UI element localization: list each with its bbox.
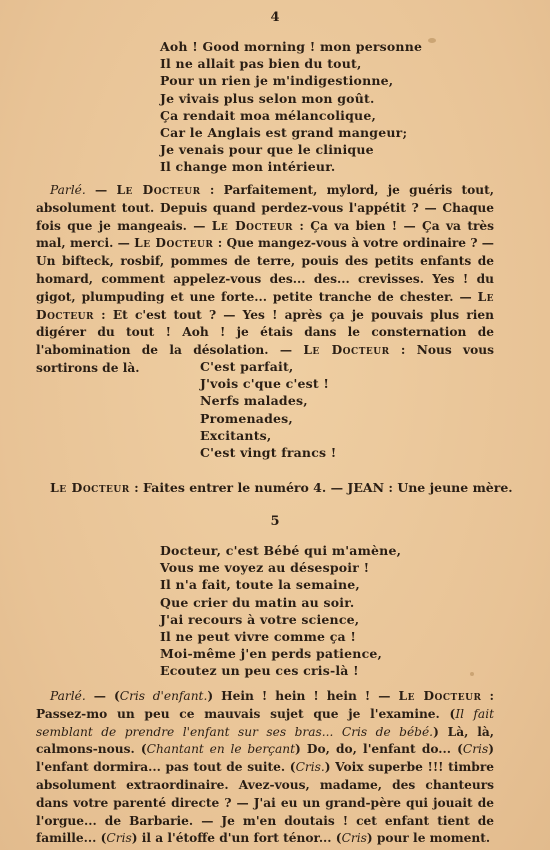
verse-stanza-1 (160, 38, 422, 176)
text-run: — (85, 183, 117, 197)
stage-direction: Cris. (295, 760, 325, 775)
verse-line: Promenades, (200, 410, 293, 426)
verse-line: Il ne allait pas bien du tout, (160, 56, 362, 72)
verse-line: Excitants, (200, 427, 272, 443)
verse-line: Nerfs malades, (200, 393, 308, 409)
paper-stain (428, 38, 436, 43)
verse-line: J'ai recours à votre science, (160, 611, 360, 627)
verse-line: J'vois c'que c'est ! (200, 376, 330, 392)
stage-direction: Cris (462, 742, 489, 757)
verse-stanza-3 (160, 542, 401, 680)
stage-direction: Il fait semblant de prendre l'enfant sur ses bras... Cris de bébé. (36, 706, 494, 739)
verse-line: Il ne peut vivre comme ça ! (160, 629, 357, 645)
text-run: : Passez-mo un peu ce mauvais sujet que je l'examine. ( (36, 689, 494, 721)
stage-direction: Cris d'enfant. (119, 689, 208, 703)
text-run: — ( (85, 689, 120, 703)
verse-line: Je vivais plus selon mon goût. (160, 90, 375, 106)
verse-line: Moi-même j'en perds patience, (160, 646, 383, 662)
spoken-paragraph-2 (36, 688, 494, 848)
verse-line: Aoh ! Good morning ! mon personne (160, 39, 423, 54)
verse-line: Pour un rien je m'indigestionne, (160, 73, 394, 89)
text-run: ) Voix superbe !!! timbre absolument extraordinaire. Avez-vous, madame, des chanteurs dans votre parenté directe ? — J'ai eu un grand-père qui jouait de l'orgue... de Barbarie. — Je m'en doutais ! cet enfant tient de famille... ( (36, 760, 494, 846)
text-run: : Faites entrer le numéro 4. — JEAN : Une jeune mère. (129, 480, 513, 495)
parle-label: Parlé. (50, 183, 86, 197)
text-run: ) pour le moment. (366, 831, 491, 846)
page-number: 4 (270, 10, 280, 25)
text-run: ) Là, là, calmons-nous. ( (36, 724, 495, 757)
speaker-docteur: Le Docteur (134, 236, 214, 251)
text-run: ) il a l'étoffe d'un fort ténor... ( (131, 831, 342, 846)
text-run: : Et c'est tout ? — Yes ! après ça je pouvais plus rien digérer du tout ! Aoh ! je étais dans le consternation de l'abomination de la désolation. — (36, 307, 494, 358)
page-number: 5 (270, 514, 280, 529)
text-run: ) l'enfant dormira... pas tout de suite. ( (36, 742, 494, 775)
text-run: : Que mangez-vous à votre ordinaire ? — Un bifteck, rosbif, pommes de terre, pouis des petits enfants de homard, comment appelez-vous des... des... crevisses. Yes ! du gigot, plumpuding et une forte... petite tranche de chester. — (36, 236, 494, 304)
verse-line: Il n'a fait, toute la semaine, (160, 577, 360, 593)
verse-line: Car le Anglais est grand mangeur; (160, 125, 408, 141)
verse-line: Docteur, c'est Bébé qui m'amène, (160, 543, 402, 558)
verse-stanza-2 (200, 358, 337, 461)
paper-stain (470, 672, 474, 676)
verse-line: C'est vingt francs ! (200, 445, 337, 461)
stage-direction: Chantant en le berçant (146, 742, 296, 757)
stage-direction: Cris (106, 831, 132, 846)
verse-line: Je venais pour que le clinique (160, 142, 374, 158)
verse-line: Vous me voyez au désespoir ! (160, 560, 370, 576)
text-run: ) Do, do, l'enfant do... ( (295, 742, 463, 757)
speaker-docteur: Le Docteur (36, 289, 494, 322)
text-run: : Nous vous sortirons de là. (36, 343, 494, 375)
verse-line: Ça rendait moa mélancolique, (160, 107, 377, 123)
speaker-docteur: Le Docteur (116, 183, 201, 197)
verse-line: Ecoutez un peu ces cris-là ! (160, 663, 359, 679)
speaker-docteur: Le Docteur (211, 218, 294, 233)
verse-line: Que crier du matin au soir. (160, 594, 355, 610)
text-run: : Parfaitement, mylord, je guéris tout, absolument tout. Depuis quand perdez-vous l'appétit ? — Chaque fois que je mangeais. — (36, 183, 494, 233)
spoken-paragraph-1 (36, 182, 494, 378)
text-run: ) Hein ! hein ! hein ! — (207, 689, 399, 703)
verse-line: Il change mon intérieur. (160, 159, 336, 175)
verse-line: C'est parfait, (200, 359, 294, 374)
speaker-docteur: Le Docteur (50, 480, 130, 495)
parle-label: Parlé. (50, 689, 86, 703)
text-run: : Ça va bien ! — Ça va très mal, merci. — (36, 218, 494, 251)
speaker-docteur: Le Docteur (303, 343, 390, 358)
stage-line (50, 480, 520, 495)
stage-direction: Cris (341, 831, 367, 846)
speaker-docteur: Le Docteur (398, 689, 482, 703)
